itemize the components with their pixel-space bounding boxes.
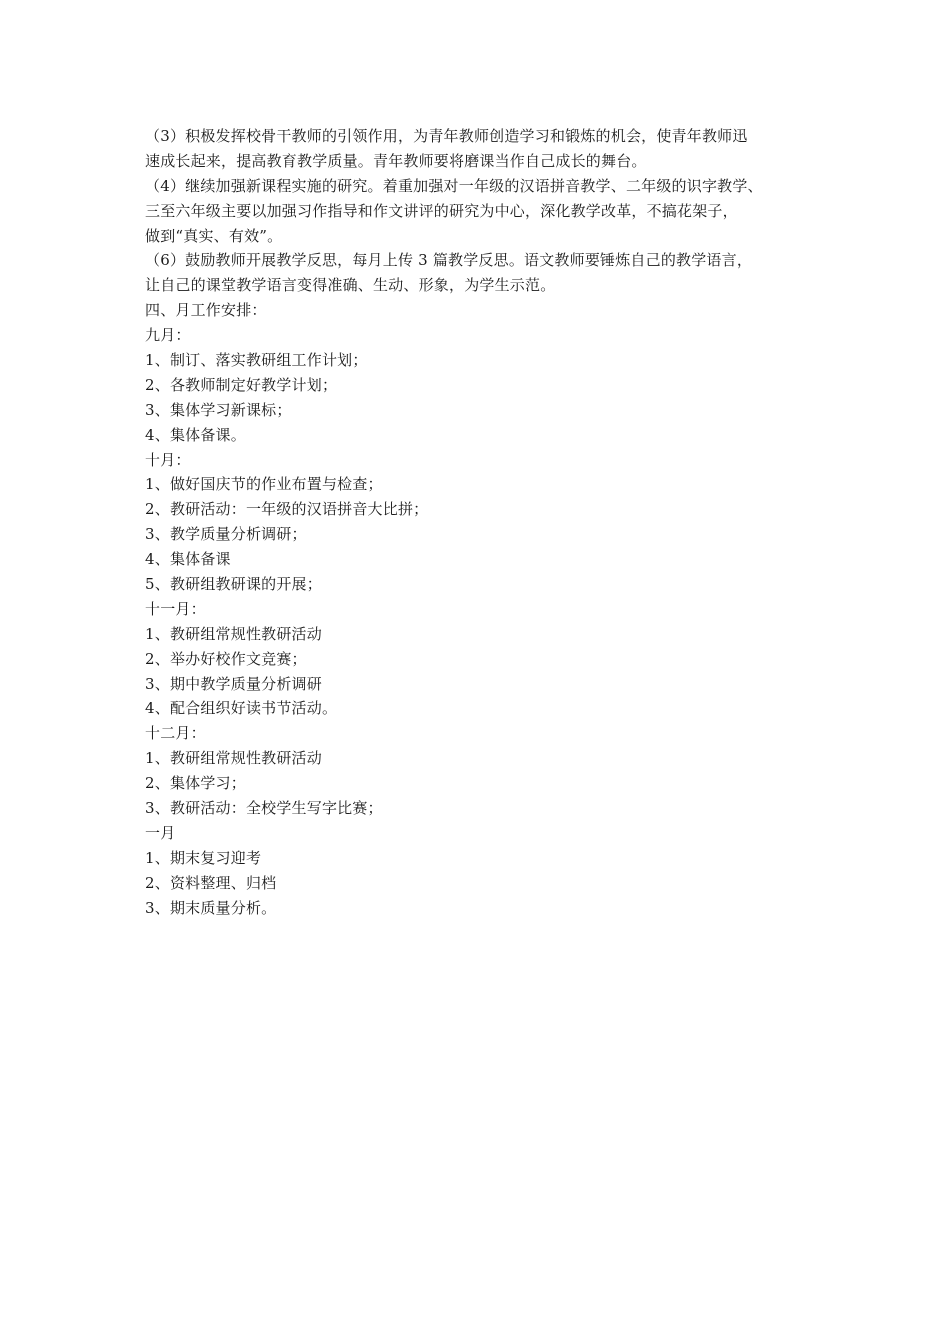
list-item: 4、配合组织好读书节活动。 [145, 699, 338, 718]
list-item: 2、举办好校作文竞赛； [145, 649, 307, 668]
section-heading: 四、月工作安排： [145, 301, 267, 320]
list-item: 2、集体学习； [145, 774, 246, 793]
list-item: 5、教研组教研课的开展； [145, 575, 322, 594]
list-item: 1、教研组常规性教研活动 [145, 749, 322, 768]
list-item: 3、期中教学质量分析调研 [145, 674, 322, 693]
month-heading: 十二月： [145, 724, 206, 743]
list-item: 1、教研组常规性教研活动 [145, 624, 322, 643]
paragraph-line: （3）积极发挥校骨干教师的引领作用，为青年教师创造学习和锻炼的机会，使青年教师迅 [145, 127, 748, 145]
month-heading: 十一月： [145, 599, 206, 618]
list-item: 1、做好国庆节的作业布置与检查； [145, 475, 383, 494]
list-item: 1、期末复习迎考 [145, 848, 262, 867]
paragraph-line: 速成长起来，提高教育教学质量。青年教师要将磨课当作自己成长的舞台。 [145, 151, 647, 170]
paragraph-line: （6）鼓励教师开展教学反思，每月上传 3 篇教学反思。语文教师要锤炼自己的教学语言， [145, 251, 753, 270]
list-item: 3、期末质量分析。 [145, 898, 277, 917]
document-body [145, 124, 835, 921]
list-item: 3、教学质量分析调研； [145, 525, 307, 544]
list-item: 3、教研活动：全校学生写字比赛； [145, 799, 383, 818]
month-heading: 十月： [145, 450, 191, 469]
paragraph-line: 三至六年级主要以加强习作指导和作文讲评的研究为中心，深化教学改革，不搞花架子， [145, 201, 738, 220]
month-heading: 九月： [145, 326, 191, 345]
list-item: 2、教研活动：一年级的汉语拼音大比拼； [145, 500, 429, 519]
list-item: 2、资料整理、归档 [145, 873, 277, 892]
paragraph-line: 做到“真实、有效”。 [145, 226, 283, 245]
list-item: 4、集体备课 [145, 550, 231, 569]
paragraph-line: 让自己的课堂教学语言变得准确、生动、形象，为学生示范。 [145, 276, 556, 295]
list-item: 3、集体学习新课标； [145, 400, 292, 419]
list-item: 2、各教师制定好教学计划； [145, 375, 338, 394]
paragraph-line: （4）继续加强新课程实施的研究。着重加强对一年级的汉语拼音教学、二年级的识字教学、 [145, 176, 763, 195]
list-item: 1、制订、落实教研组工作计划； [145, 351, 368, 370]
month-heading: 一月 [145, 823, 176, 842]
list-item: 4、集体备课。 [145, 425, 246, 444]
